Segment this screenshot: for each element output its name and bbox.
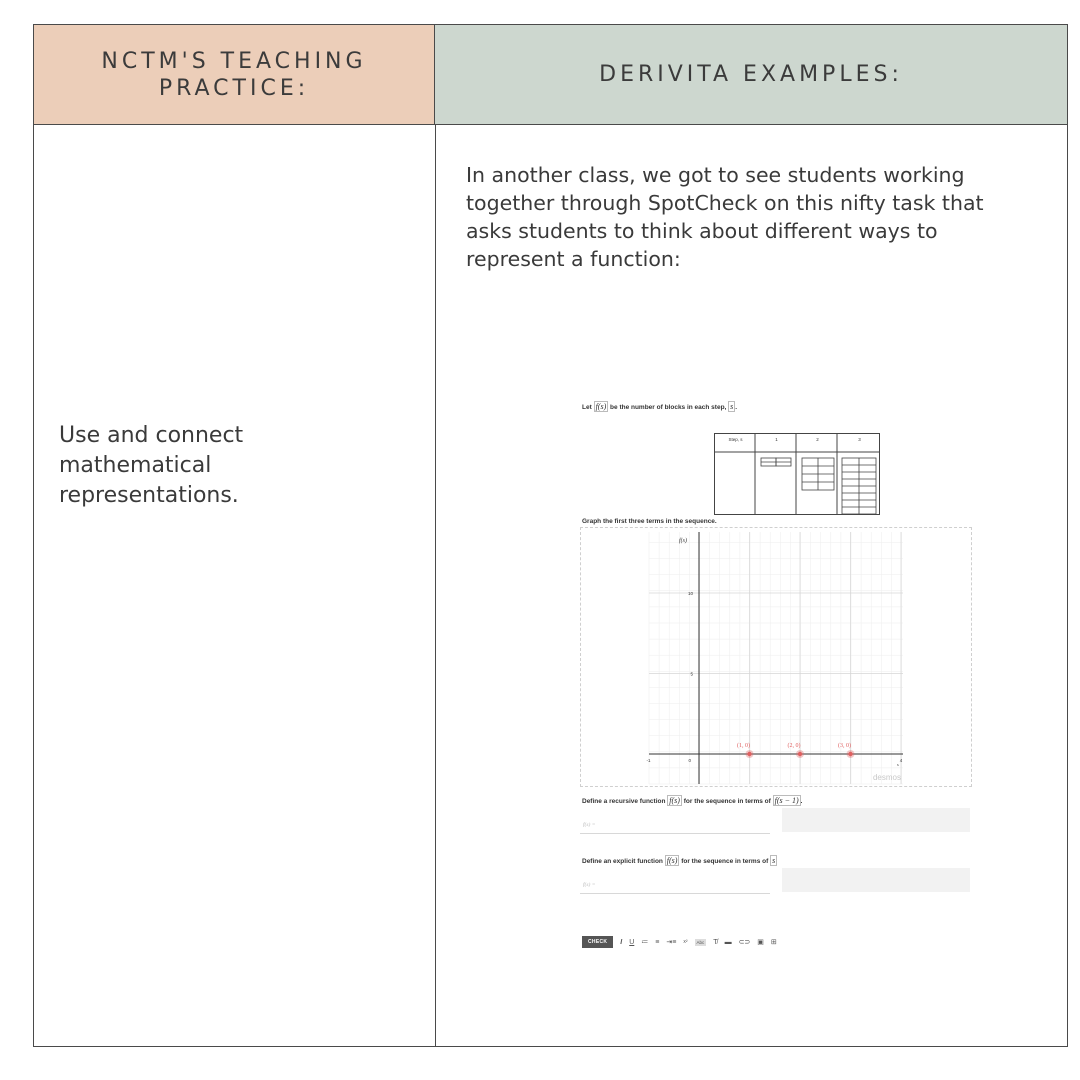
- prompt1-pre: Let: [582, 404, 592, 411]
- column-divider: [435, 125, 436, 1046]
- blocks-step-3: [842, 458, 876, 514]
- italic-icon[interactable]: I: [620, 938, 623, 946]
- point-label: (3, 0): [838, 743, 851, 749]
- prompt4-mid: for the sequence in terms of: [681, 858, 769, 865]
- y-tick-label: 10: [687, 591, 693, 596]
- prompt3-mid: for the sequence in terms of: [683, 798, 771, 805]
- table-header-2: 2: [816, 437, 819, 442]
- prompt-blocks: Let f(s) be the number of blocks in each step, s .: [582, 402, 738, 411]
- header-derivita-examples: [435, 25, 1067, 125]
- data-point: [747, 752, 751, 756]
- superscript-icon[interactable]: x²: [683, 939, 688, 945]
- math-fs: f(s): [669, 796, 680, 805]
- desmos-watermark: desmos: [872, 773, 901, 782]
- x-axis-label: s: [897, 762, 899, 767]
- point-label: (1, 0): [737, 743, 750, 749]
- data-point: [848, 752, 852, 756]
- underline-icon[interactable]: U: [629, 938, 635, 946]
- clear-format-icon[interactable]: T̸: [713, 938, 718, 946]
- header-left-line2: PRACTICE:: [158, 75, 310, 101]
- explicit-answer-area[interactable]: [782, 868, 970, 892]
- y-tick-label: 5: [690, 671, 693, 677]
- prompt-explicit: [582, 855, 777, 866]
- recursive-answer-placeholder: f(s) =: [583, 822, 596, 828]
- video-icon[interactable]: ▬: [724, 938, 732, 946]
- prompt-graph: Graph the first three terms in the sequence.: [582, 518, 717, 525]
- explicit-answer-placeholder: f(s) =: [583, 882, 596, 888]
- table-icon[interactable]: ⊞: [770, 939, 777, 946]
- bullet-list-icon[interactable]: ≔: [641, 939, 649, 946]
- y-tick-label: 0: [688, 758, 691, 763]
- math-fs: f(s): [595, 402, 607, 411]
- data-point: [798, 752, 802, 756]
- y-axis-label: f(s): [679, 538, 687, 544]
- desmos-graph[interactable]: [580, 527, 972, 787]
- practice-text: Use and connect mathematical representations.: [59, 423, 244, 508]
- image-icon[interactable]: ▣: [757, 939, 764, 946]
- graph-canvas[interactable]: [581, 528, 973, 788]
- align-list-icon[interactable]: ≡: [655, 938, 660, 946]
- header-left-line1: NCTM'S TEACHING: [101, 48, 367, 74]
- prompt4-pre: Define an explicit function: [582, 858, 663, 865]
- example-intro-text: In another class, we got to see students working together through SpotCheck on this nifty task that asks students to think about different ways to represent a function:: [466, 163, 984, 271]
- table-header-3: 3: [858, 437, 861, 442]
- link-icon[interactable]: ⊂⊃: [738, 939, 751, 946]
- blocks-step-2: [802, 458, 834, 490]
- editor-toolbar: [582, 936, 777, 948]
- table-header-1: 1: [775, 437, 778, 442]
- numbered-list-icon[interactable]: ⇥≡: [666, 939, 677, 946]
- recursive-answer-input[interactable]: [580, 833, 770, 834]
- prompt-recursive: Define a recursive function f(s) for the sequence in terms of f(s − 1) .: [582, 796, 803, 805]
- explicit-answer-input[interactable]: [580, 893, 770, 894]
- x-tick-label: -1: [646, 758, 651, 763]
- task-screenshot: [580, 395, 980, 965]
- header-right-label: DERIVITA EXAMPLES:: [599, 62, 903, 87]
- table-header-step: Step, s: [728, 437, 743, 442]
- point-label: (2, 0): [787, 743, 801, 749]
- math-s: s: [772, 856, 776, 865]
- recursive-answer-area[interactable]: [782, 808, 970, 832]
- header-teaching-practice: [34, 25, 435, 125]
- math-s: s: [730, 402, 734, 411]
- math-fs-minus-1: f(s − 1): [774, 796, 799, 805]
- check-button[interactable]: CHECK: [582, 936, 613, 948]
- abc-icon[interactable]: Abc: [696, 939, 705, 945]
- x-tick-label: 4: [899, 758, 903, 763]
- step-table: [714, 433, 880, 515]
- math-fs: f(s): [666, 856, 678, 865]
- blocks-step-1: [761, 458, 791, 466]
- prompt1-mid: be the number of blocks in each step,: [610, 404, 727, 411]
- prompt3-pre: Define a recursive function: [582, 798, 666, 805]
